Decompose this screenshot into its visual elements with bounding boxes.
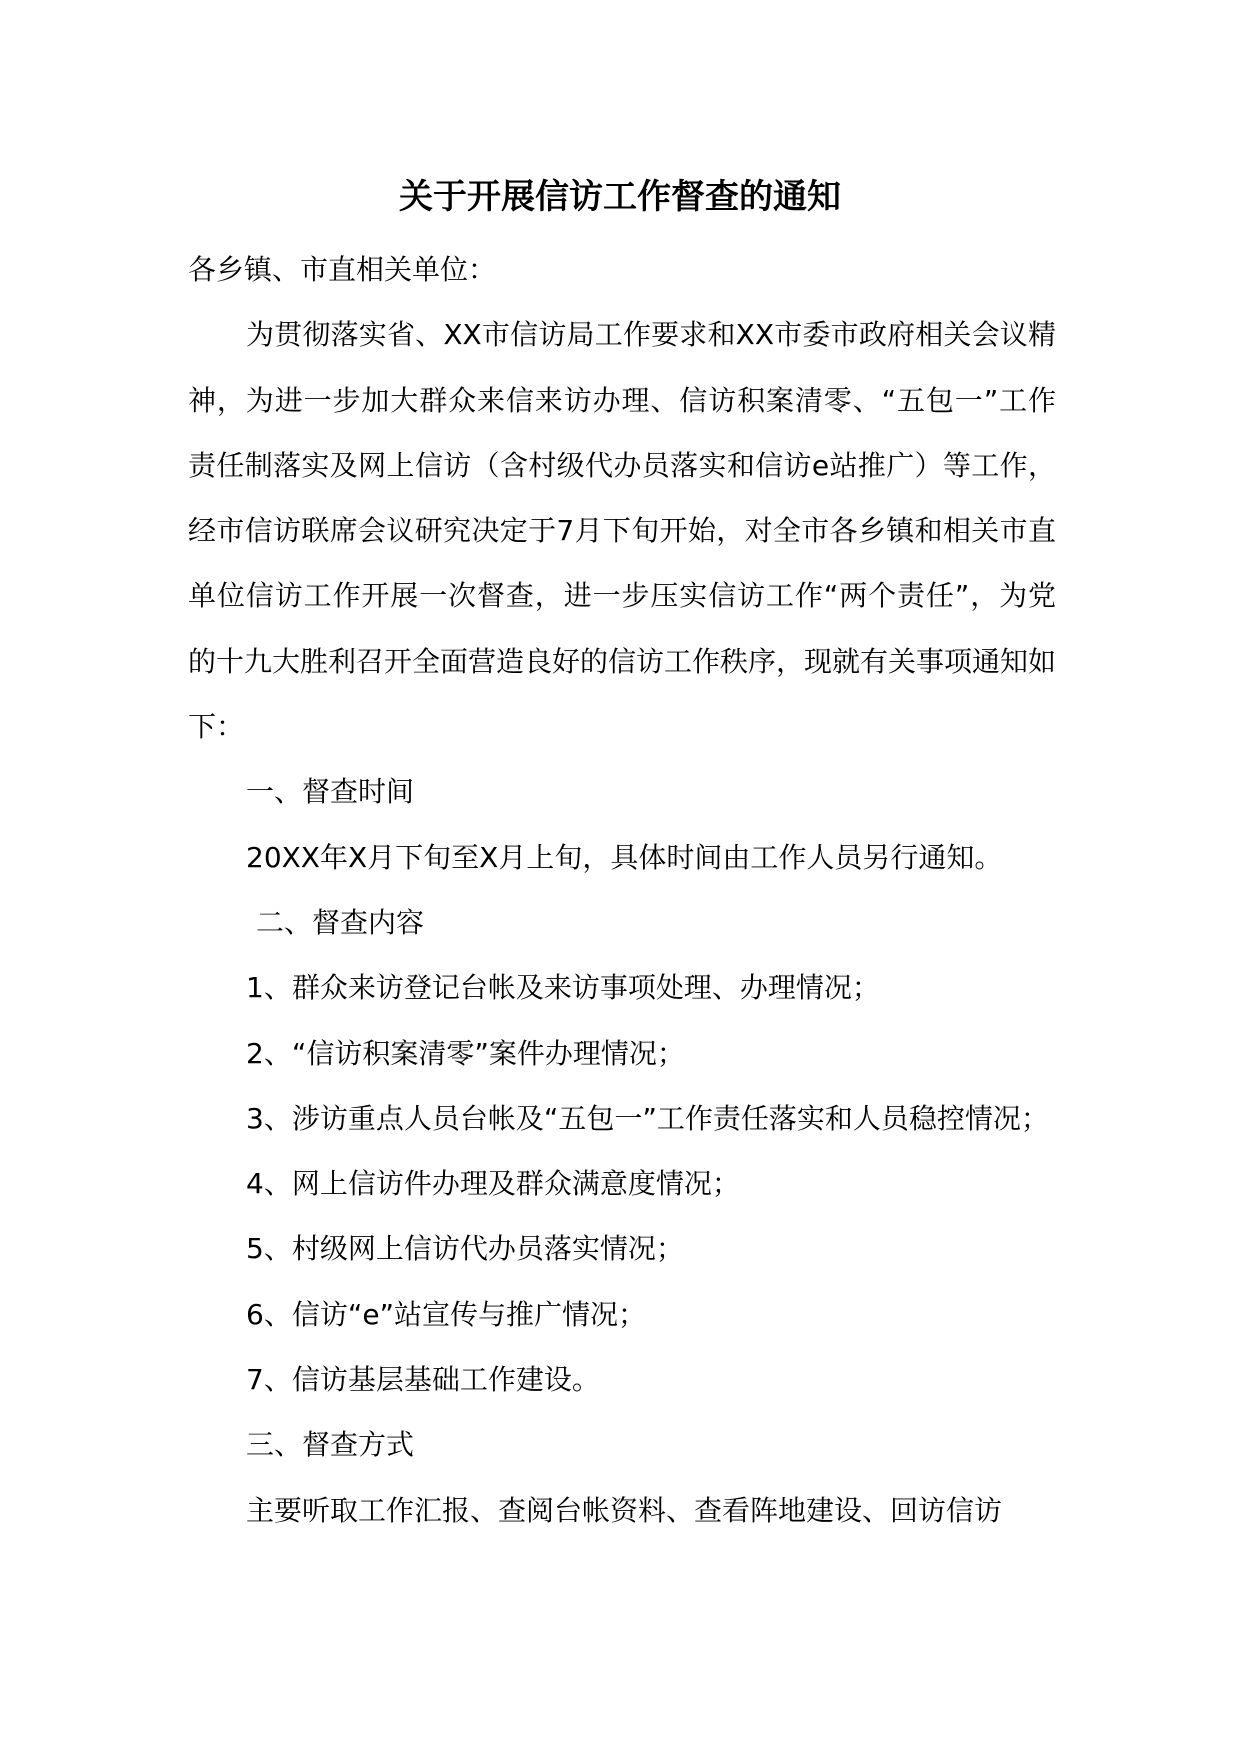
list-item: 4、网上信访件办理及群众满意度情况； [246, 1167, 740, 1201]
section3-heading: 三、督查方式 [246, 1428, 415, 1462]
document-body [188, 237, 1056, 1543]
list-item: 1、群众来访登记台帐及来访事项处理、办理情况； [246, 971, 880, 1005]
section3-text: 主要听取工作汇报、查阅台帐资料、查看阵地建设、回访信访 [246, 1493, 1003, 1527]
list-item: 5、村级网上信访代办员落实情况； [246, 1232, 684, 1266]
section1-text: 20XX年X月下旬至X月上旬，具体时间由工作人员另行通知。 [246, 840, 1003, 874]
list-item: 3、涉访重点人员台帐及“五包一”工作责任落实和人员稳控情况； [246, 1101, 1049, 1135]
document-title: 关于开展信访工作督查的通知 [399, 177, 841, 217]
section2-heading: 二、督查内容 [256, 905, 425, 939]
list-item: 6、信访“e”站宣传与推广情况； [246, 1297, 647, 1331]
section1-heading: 一、督查时间 [246, 775, 415, 809]
list-item: 2、“信访积案清零”案件办理情况； [246, 1036, 685, 1070]
list-item: 7、信访基层基础工作建设。 [246, 1363, 600, 1397]
salutation: 各乡镇、市直相关单位： [188, 253, 497, 286]
intro-paragraph: 为贯彻落实省、XX市信访局工作要求和XX市委市政府相关会议精神，为进一步加大群众来信来访办理、信访积案清零、“五包一”工作责任制落实及网上信访（含村级代办员落实和信访e站推广）等工作，经市信访联席会议研究决定于7月下旬开始，对全市各乡镇和相关市直单位信访工作开展一次督查，进一步压实信访工作“两个责任”，为党的十九大胜利召开全面营造良好的信访工作秩序，现就有关事项通知如下： [188, 318, 1057, 744]
